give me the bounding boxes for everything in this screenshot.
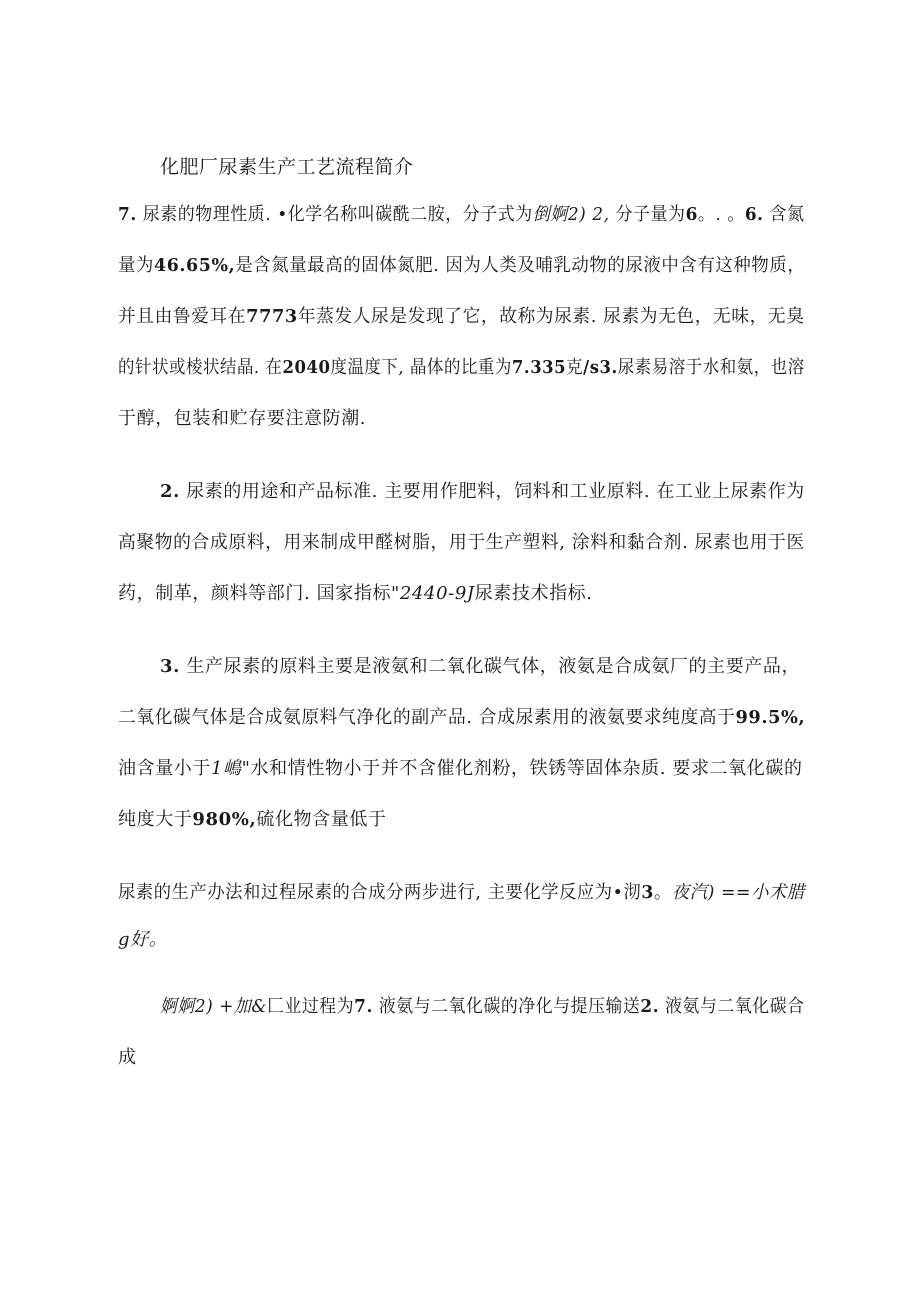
paragraph-1-line-1 [118,200,805,230]
text-run: 水和情性物小于并不含催化剂粉，铁锈等固体杂质. 要求二氧化碳的 [250,758,803,779]
text-run: 尿素技术指标. [474,583,593,604]
paragraph-3-line-4 [118,805,387,835]
text-run: 尿素的物理性质. •化学名称叫碳酰二胺，分子式为 [136,204,533,225]
item-number: 7. [118,204,137,225]
text-run: 克 [566,357,584,378]
text-run: 纯度大于 [118,809,193,830]
paragraph-5-line-2: 成 [118,1047,137,1068]
text-run: 的针状或棱状结晶. 在 [118,357,283,378]
text-run: 分子量为 [609,204,686,225]
paragraph-2-line-3 [118,579,593,609]
paragraph-1-line-3 [118,302,805,332]
paragraph-1-line-2 [118,251,805,281]
text-run: 尿素易溶于水和氨，也溶 [617,357,805,378]
text-run: 度温度下, 晶体的比重为 [330,357,512,378]
number-text: 6. [744,204,764,225]
paragraph-3-line-3 [118,754,803,784]
paragraph-4-line-2 [118,925,167,955]
formula-text: 倒婀2) 2, [532,204,610,225]
paragraph-4-line-1 [118,878,805,908]
text-run: 尿素的用途和产品标准. 主要用作肥料，饲料和工业原料. 在工业上尿素作为 [179,481,805,502]
formula-text: g好。 [118,929,168,950]
paragraph-2-line-1 [160,477,805,507]
text-run: 并且由鲁爱耳在 [118,306,247,327]
text-run: 二氧化碳气体是合成氨原料气净化的副产品. 合成尿素用的液氨要求纯度高于 [118,707,736,728]
item-number: 2. [640,996,660,1017]
text-run: 。 [653,882,672,903]
paragraph-3-line-2 [118,703,805,733]
text-run: 量为 [118,255,154,276]
text-run: 生产尿素的原料主要是液氨和二氧化碳气体，液氨是合成氨厂的主要产品， [180,656,801,677]
text-run: 药，制革，颜料等部门. 国家指标 [118,583,392,604]
text-run: 含氮 [763,204,805,225]
paragraph-3-line-1 [160,652,800,682]
number-text: 3 [641,882,654,903]
formula-text: 夜汽) ==小术腊 [671,882,805,903]
garbled-text: 1嶋" [211,758,251,779]
text-run: 液氨与二氧化碳的净化与提压输送 [372,996,641,1017]
item-number: 7. [354,996,373,1017]
paragraph-2-line-2: 高聚物的合成原料，用来制成甲醛树脂，用于生产塑料, 涂料和黏合剂. 尿素也用于医 [118,532,805,553]
number-text: 99.5%, [735,707,806,728]
text-run: 油含量小于 [118,758,211,779]
text-run: 是含氮量最高的固体氮肥. 因为人类及哺乳动物的尿液中含有这种物质， [235,255,806,276]
text-run: 。. 。 [697,204,745,225]
paragraph-5-line-1 [160,992,805,1022]
number-text: 7.335 [511,357,567,378]
text-run: 液氨与二氧化碳合 [659,996,805,1017]
item-number: 2. [160,481,180,502]
formula-text: 婀婀2) +加& [160,996,267,1017]
number-text: 2040 [282,357,331,378]
paragraph-1-line-4 [118,353,805,383]
standard-code: "2440-9J [391,583,475,604]
text-run: 匚业过程为 [266,996,355,1017]
text-run: 硫化物含量低于 [256,809,387,830]
number-text: 6 [685,204,698,225]
text-run: 年蒸发人尿是发现了它，故称为尿素. 尿素为无色，无味，无臭 [297,306,805,327]
paragraph-1-line-5: 于醇，包装和贮存要注意防潮. [118,408,367,429]
unit-text: /s3. [583,357,618,378]
number-text: 7773 [246,306,298,327]
number-text: 980%, [192,809,257,830]
text-run: 尿素的生产办法和过程尿素的合成分两步进行, 主要化学反应为•沏 [118,882,642,903]
number-text: 46.65%, [153,255,236,276]
document-title: 化肥厂尿素生产工艺流程简介 [160,156,414,178]
item-number: 3. [160,656,180,677]
